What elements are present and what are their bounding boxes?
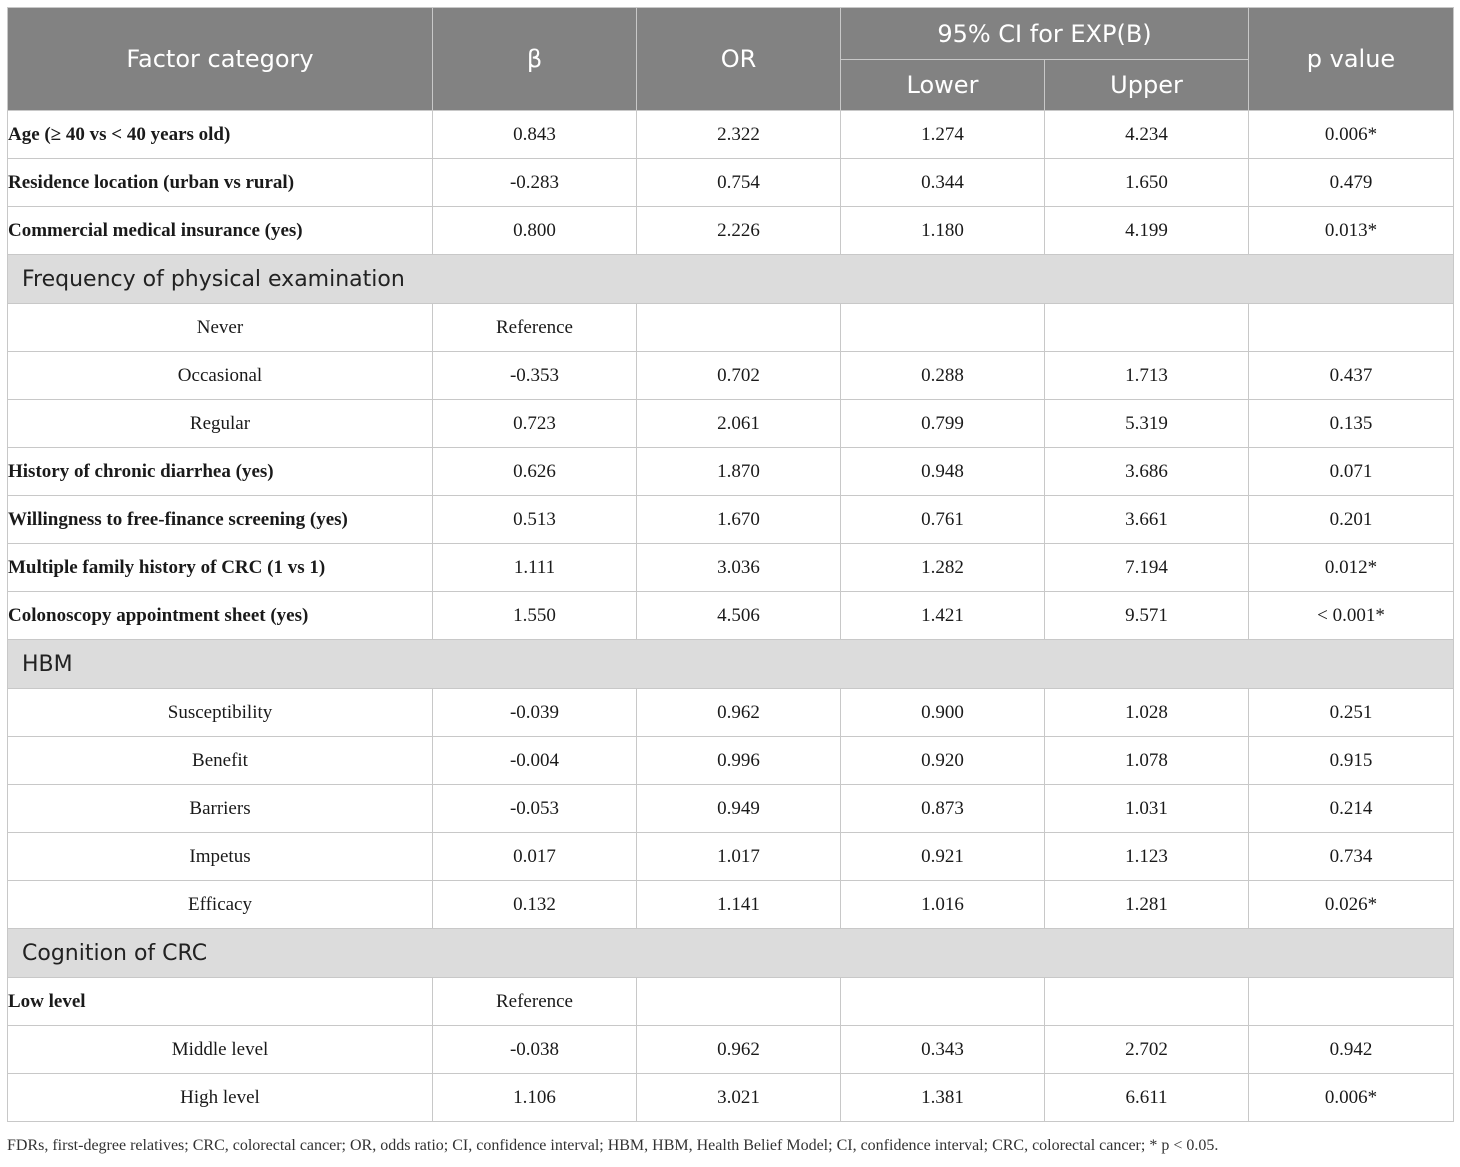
factor-cell: High level	[8, 1074, 433, 1122]
p-value-cell: 0.006*	[1249, 111, 1454, 159]
or-cell: 2.322	[637, 111, 841, 159]
table-row	[8, 737, 1454, 785]
lower-ci-cell: 0.873	[841, 785, 1045, 833]
p-value-cell: 0.012*	[1249, 544, 1454, 592]
lower-ci-cell: 0.344	[841, 159, 1045, 207]
header-upper: Upper	[1045, 60, 1249, 111]
lower-ci-cell: 0.288	[841, 352, 1045, 400]
or-cell: 1.670	[637, 496, 841, 544]
p-value-cell: 0.915	[1249, 737, 1454, 785]
or-cell: 4.506	[637, 592, 841, 640]
table-row	[8, 592, 1454, 640]
factor-cell: Colonoscopy appointment sheet (yes)	[8, 592, 433, 640]
factor-cell: Residence location (urban vs rural)	[8, 159, 433, 207]
beta-cell: 0.843	[433, 111, 637, 159]
table-row	[8, 159, 1454, 207]
table-row	[8, 448, 1454, 496]
beta-cell: 1.106	[433, 1074, 637, 1122]
table-row	[8, 352, 1454, 400]
factor-cell: Occasional	[8, 352, 433, 400]
factor-cell: Susceptibility	[8, 689, 433, 737]
table-header	[8, 8, 1454, 111]
p-value-cell: 0.479	[1249, 159, 1454, 207]
header-or: OR	[637, 8, 841, 111]
upper-ci-cell: 1.031	[1045, 785, 1249, 833]
beta-cell: 0.017	[433, 833, 637, 881]
beta-cell: -0.053	[433, 785, 637, 833]
lower-ci-cell: 0.343	[841, 1026, 1045, 1074]
regression-table	[7, 7, 1454, 1122]
upper-ci-cell	[1045, 304, 1249, 352]
upper-ci-cell: 5.319	[1045, 400, 1249, 448]
factor-cell: Multiple family history of CRC (1 vs 1)	[8, 544, 433, 592]
p-value-cell: 0.006*	[1249, 1074, 1454, 1122]
p-value-cell: 0.251	[1249, 689, 1454, 737]
section-row	[8, 929, 1454, 978]
beta-cell: 0.626	[433, 448, 637, 496]
factor-cell: History of chronic diarrhea (yes)	[8, 448, 433, 496]
table-row	[8, 881, 1454, 929]
p-value-cell	[1249, 978, 1454, 1026]
lower-ci-cell: 1.016	[841, 881, 1045, 929]
upper-ci-cell: 3.661	[1045, 496, 1249, 544]
factor-cell: Impetus	[8, 833, 433, 881]
header-p-value: p value	[1249, 8, 1454, 111]
section-label: Frequency of physical examination	[8, 255, 1454, 304]
beta-cell: -0.038	[433, 1026, 637, 1074]
section-row	[8, 255, 1454, 304]
table-row	[8, 689, 1454, 737]
p-value-cell: 0.942	[1249, 1026, 1454, 1074]
table-row	[8, 111, 1454, 159]
beta-cell: 0.513	[433, 496, 637, 544]
upper-ci-cell: 1.713	[1045, 352, 1249, 400]
or-cell: 0.962	[637, 1026, 841, 1074]
section-label: HBM	[8, 640, 1454, 689]
upper-ci-cell: 6.611	[1045, 1074, 1249, 1122]
or-cell: 1.141	[637, 881, 841, 929]
lower-ci-cell: 1.274	[841, 111, 1045, 159]
upper-ci-cell	[1045, 978, 1249, 1026]
factor-cell: Efficacy	[8, 881, 433, 929]
or-cell: 3.021	[637, 1074, 841, 1122]
upper-ci-cell: 4.234	[1045, 111, 1249, 159]
p-value-cell: 0.437	[1249, 352, 1454, 400]
table-row	[8, 304, 1454, 352]
p-value-cell: 0.214	[1249, 785, 1454, 833]
table-row	[8, 1026, 1454, 1074]
or-cell: 2.226	[637, 207, 841, 255]
table-row	[8, 978, 1454, 1026]
beta-cell: Reference	[433, 304, 637, 352]
table-row	[8, 544, 1454, 592]
lower-ci-cell: 0.920	[841, 737, 1045, 785]
beta-cell: 0.132	[433, 881, 637, 929]
table-row	[8, 496, 1454, 544]
section-row	[8, 640, 1454, 689]
lower-ci-cell: 0.799	[841, 400, 1045, 448]
table-row	[8, 833, 1454, 881]
lower-ci-cell: 1.381	[841, 1074, 1045, 1122]
header-lower: Lower	[841, 60, 1045, 111]
upper-ci-cell: 4.199	[1045, 207, 1249, 255]
header-factor-category: Factor category	[8, 8, 433, 111]
header-ci: 95% CI for EXP(B)	[841, 8, 1249, 60]
upper-ci-cell: 1.028	[1045, 689, 1249, 737]
lower-ci-cell: 1.421	[841, 592, 1045, 640]
or-cell: 0.996	[637, 737, 841, 785]
factor-cell: Benefit	[8, 737, 433, 785]
upper-ci-cell: 3.686	[1045, 448, 1249, 496]
p-value-cell	[1249, 304, 1454, 352]
beta-cell: 1.111	[433, 544, 637, 592]
or-cell	[637, 304, 841, 352]
p-value-cell: 0.013*	[1249, 207, 1454, 255]
lower-ci-cell: 0.948	[841, 448, 1045, 496]
factor-cell: Age (≥ 40 vs < 40 years old)	[8, 111, 433, 159]
header-beta: β	[433, 8, 637, 111]
upper-ci-cell: 9.571	[1045, 592, 1249, 640]
or-cell: 0.962	[637, 689, 841, 737]
factor-cell: Middle level	[8, 1026, 433, 1074]
lower-ci-cell: 0.921	[841, 833, 1045, 881]
beta-cell: 1.550	[433, 592, 637, 640]
p-value-cell: 0.026*	[1249, 881, 1454, 929]
table-footnote: FDRs, first-degree relatives; CRC, colorectal cancer; OR, odds ratio; CI, confidence interval; HBM, HBM, Health Belief Model; CI, confidence interval; CRC, colorectal cancer; * p < 0.05.	[7, 1137, 1219, 1154]
lower-ci-cell: 0.761	[841, 496, 1045, 544]
factor-cell: Barriers	[8, 785, 433, 833]
lower-ci-cell	[841, 304, 1045, 352]
p-value-cell: 0.071	[1249, 448, 1454, 496]
table-row	[8, 207, 1454, 255]
section-label: Cognition of CRC	[8, 929, 1454, 978]
upper-ci-cell: 1.281	[1045, 881, 1249, 929]
p-value-cell: 0.734	[1249, 833, 1454, 881]
or-cell: 0.949	[637, 785, 841, 833]
upper-ci-cell: 1.078	[1045, 737, 1249, 785]
beta-cell: -0.039	[433, 689, 637, 737]
lower-ci-cell: 1.180	[841, 207, 1045, 255]
or-cell: 0.754	[637, 159, 841, 207]
or-cell: 3.036	[637, 544, 841, 592]
table-row	[8, 400, 1454, 448]
upper-ci-cell: 7.194	[1045, 544, 1249, 592]
upper-ci-cell: 2.702	[1045, 1026, 1249, 1074]
or-cell: 1.870	[637, 448, 841, 496]
beta-cell: 0.723	[433, 400, 637, 448]
factor-cell: Willingness to free-finance screening (yes)	[8, 496, 433, 544]
factor-cell: Regular	[8, 400, 433, 448]
or-cell: 2.061	[637, 400, 841, 448]
factor-cell: Commercial medical insurance (yes)	[8, 207, 433, 255]
or-cell: 0.702	[637, 352, 841, 400]
beta-cell: -0.004	[433, 737, 637, 785]
lower-ci-cell: 1.282	[841, 544, 1045, 592]
or-cell: 1.017	[637, 833, 841, 881]
beta-cell: -0.283	[433, 159, 637, 207]
beta-cell: 0.800	[433, 207, 637, 255]
or-cell	[637, 978, 841, 1026]
factor-cell: Low level	[8, 978, 433, 1026]
table-body	[8, 111, 1454, 1122]
beta-cell: -0.353	[433, 352, 637, 400]
p-value-cell: 0.201	[1249, 496, 1454, 544]
table-row	[8, 785, 1454, 833]
lower-ci-cell: 0.900	[841, 689, 1045, 737]
p-value-cell: 0.135	[1249, 400, 1454, 448]
upper-ci-cell: 1.123	[1045, 833, 1249, 881]
upper-ci-cell: 1.650	[1045, 159, 1249, 207]
beta-cell: Reference	[433, 978, 637, 1026]
p-value-cell: < 0.001*	[1249, 592, 1454, 640]
lower-ci-cell	[841, 978, 1045, 1026]
table-row	[8, 1074, 1454, 1122]
factor-cell: Never	[8, 304, 433, 352]
